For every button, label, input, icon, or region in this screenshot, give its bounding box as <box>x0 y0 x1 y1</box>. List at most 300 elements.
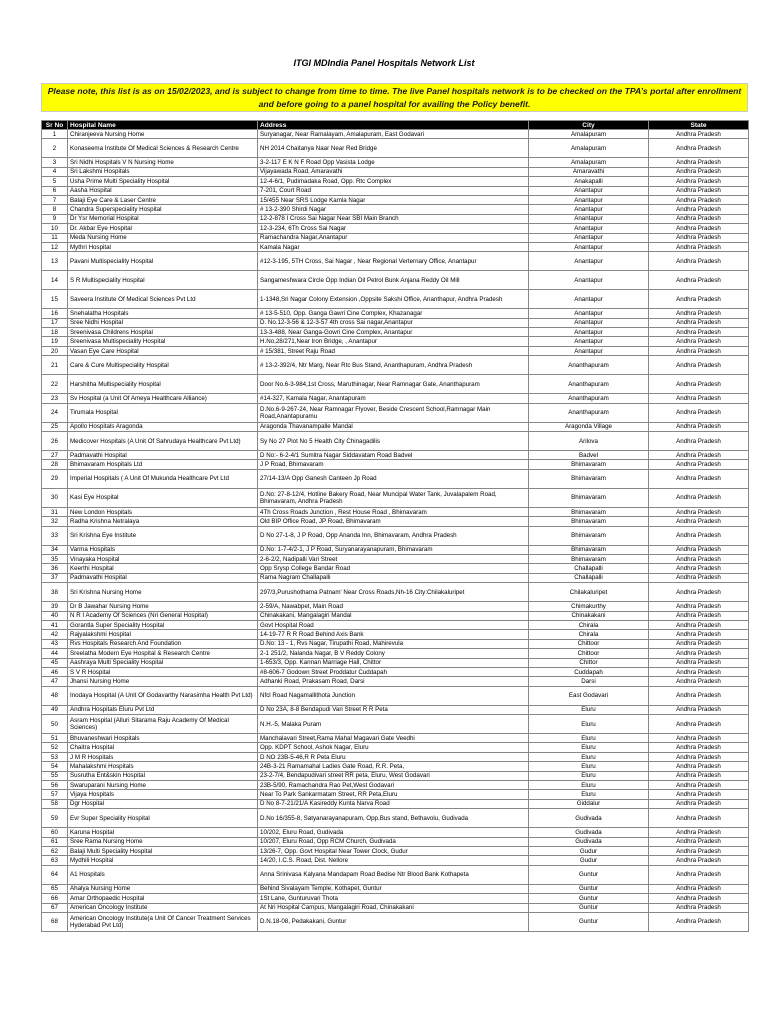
cell-city: Amalapuram <box>529 139 649 158</box>
table-row <box>42 894 749 903</box>
table-row <box>42 469 749 488</box>
cell-sr-no: 52 <box>42 743 68 752</box>
cell-city: Anantapur <box>529 290 649 309</box>
table-row <box>42 649 749 658</box>
cell-address: 12-4-6/1, Pudimadaka Road, Opp. Rtc Complex <box>258 177 529 186</box>
cell-sr-no: 42 <box>42 630 68 639</box>
cell-city: Gudivada <box>529 809 649 828</box>
cell-state: Andhra Pradesh <box>649 130 749 139</box>
table-row <box>42 346 749 355</box>
cell-hospital-name: Saveera Institute Of Medical Sciences Pvt Ltd <box>68 290 258 309</box>
cell-sr-no: 32 <box>42 517 68 526</box>
cell-address: # 13-2-390 Shirdi Nagar <box>258 205 529 214</box>
cell-sr-no: 3 <box>42 158 68 167</box>
cell-hospital-name: Harshitha Multispeciality Hospital <box>68 375 258 394</box>
cell-state: Andhra Pradesh <box>649 611 749 620</box>
cell-address: 297/3,Purushothama Patnam' Near Cross Roads,Nh-16 City:Chilakaluripet <box>258 583 529 602</box>
cell-city: Bhimavaram <box>529 507 649 516</box>
cell-state: Andhra Pradesh <box>649 620 749 629</box>
cell-city: Darsi <box>529 677 649 686</box>
cell-address: J P Road, Bhimavaram <box>258 460 529 469</box>
cell-hospital-name: Asram Hospital (Alluri Sitarama Raju Academy Of Medical Sciences) <box>68 715 258 734</box>
cell-city: Eluru <box>529 781 649 790</box>
cell-sr-no: 33 <box>42 526 68 545</box>
cell-hospital-name: Rajyalakshmi Hospital <box>68 630 258 639</box>
cell-hospital-name: Sri Krishna Eye Institute <box>68 526 258 545</box>
cell-address: 24B-3-21 Ramamahal Ladies Gate Road, R.R. Peta, <box>258 762 529 771</box>
cell-city: Bhimavaram <box>529 460 649 469</box>
cell-sr-no: 18 <box>42 328 68 337</box>
cell-city: Anantapur <box>529 233 649 242</box>
cell-city: Gudivada <box>529 828 649 837</box>
cell-hospital-name: Medicover Hospitals (A Unit Of Sahrudaya Healthcare Pvt Ltd) <box>68 432 258 451</box>
cell-sr-no: 23 <box>42 394 68 403</box>
cell-hospital-name: Amar Orthopaedic Hospital <box>68 894 258 903</box>
cell-hospital-name: Sreenivasa Multispeciality Hospital <box>68 337 258 346</box>
cell-address: Govt Hospital Road <box>258 620 529 629</box>
cell-state: Andhra Pradesh <box>649 639 749 648</box>
cell-city: Anantapur <box>529 252 649 271</box>
table-row <box>42 743 749 752</box>
cell-sr-no: 46 <box>42 667 68 676</box>
cell-address: 2-59/A, Nawabpet, Main Road <box>258 602 529 611</box>
cell-sr-no: 66 <box>42 894 68 903</box>
col-header-city: City <box>529 121 649 130</box>
table-row <box>42 912 749 931</box>
cell-hospital-name: Sreenivasa Childrens Hospital <box>68 328 258 337</box>
cell-hospital-name: Andhra Hospitals Eluru Pvt Ltd <box>68 705 258 714</box>
cell-sr-no: 20 <box>42 346 68 355</box>
cell-sr-no: 27 <box>42 451 68 460</box>
table-row <box>42 290 749 309</box>
cell-city: Bhimavaram <box>529 554 649 563</box>
cell-sr-no: 16 <box>42 309 68 318</box>
cell-sr-no: 14 <box>42 271 68 290</box>
table-row <box>42 545 749 554</box>
cell-address: Near To Park Sankarmatam Street, RR Peta,Eluru <box>258 790 529 799</box>
cell-address: Aragonda Thavanampalle Mandal <box>258 422 529 431</box>
cell-sr-no: 8 <box>42 205 68 214</box>
cell-sr-no: 65 <box>42 884 68 893</box>
cell-address: Manchalavari Street,Rama Mahal Magavari Gate Veedhi <box>258 734 529 743</box>
cell-city: Anantapur <box>529 318 649 327</box>
cell-state: Andhra Pradesh <box>649 252 749 271</box>
table-row <box>42 620 749 629</box>
table-row <box>42 554 749 563</box>
table-row <box>42 460 749 469</box>
cell-hospital-name: Swaruparani Nursing Home <box>68 781 258 790</box>
cell-state: Andhra Pradesh <box>649 337 749 346</box>
cell-city: Ananthapuram <box>529 375 649 394</box>
cell-sr-no: 62 <box>42 846 68 855</box>
cell-address: 14-19-77 R R Road Behind Axis Bank <box>258 630 529 639</box>
cell-address: 10/207, Eluru Road, Opp RCM Church, Gudivada <box>258 837 529 846</box>
col-header-state: State <box>649 121 749 130</box>
cell-state: Andhra Pradesh <box>649 517 749 526</box>
cell-hospital-name: Inodaya Hospital (A Unit Of Godavarthy Narasimha Health Pvt Ltd) <box>68 686 258 705</box>
table-row <box>42 271 749 290</box>
cell-sr-no: 15 <box>42 290 68 309</box>
cell-address: 12-2-878 I Cross Sai Nagar Near SBI Main Branch <box>258 214 529 223</box>
cell-hospital-name: Usha Prime Multi Speciality Hospital <box>68 177 258 186</box>
cell-state: Andhra Pradesh <box>649 158 749 167</box>
cell-hospital-name: Pavani Multispeciality Hospital <box>68 252 258 271</box>
cell-sr-no: 67 <box>42 903 68 912</box>
cell-address: 3-2-117 E K N F Road Opp Vasista Lodge <box>258 158 529 167</box>
cell-sr-no: 12 <box>42 242 68 251</box>
cell-state: Andhra Pradesh <box>649 658 749 667</box>
cell-address: 1St Lane, Gunturuvari Thota <box>258 894 529 903</box>
cell-state: Andhra Pradesh <box>649 469 749 488</box>
table-row <box>42 734 749 743</box>
table-row <box>42 752 749 761</box>
cell-state: Andhra Pradesh <box>649 781 749 790</box>
cell-sr-no: 54 <box>42 762 68 771</box>
cell-address: Anna Srinivasa Kalyana Mandapam Road Bedise Ntr Blood Bank Kothapeta <box>258 865 529 884</box>
cell-city: Chimakurthy <box>529 602 649 611</box>
cell-sr-no: 30 <box>42 488 68 507</box>
cell-state: Andhra Pradesh <box>649 554 749 563</box>
cell-address: 12-3-234, 6Th Cross Sai Nagar <box>258 224 529 233</box>
cell-address: D No 8-7-21/21/A Kasireddy Kunta Narva Road <box>258 799 529 808</box>
cell-address: Kamala Nagar <box>258 242 529 251</box>
cell-address: #8-606-7 Godown Street Proddatur Cuddapah <box>258 667 529 676</box>
cell-address: Sangameshwara Circle Opp Indian Oil Petrol Bunk Anjana Reddy Oil Mill <box>258 271 529 290</box>
cell-hospital-name: Aasha Hospital <box>68 186 258 195</box>
cell-address: At Nri Hospital Campus, Mangalagiri Road, Chinakakani <box>258 903 529 912</box>
cell-city: Guntur <box>529 894 649 903</box>
cell-city: Anantapur <box>529 346 649 355</box>
cell-city: Eluru <box>529 715 649 734</box>
cell-sr-no: 13 <box>42 252 68 271</box>
table-row <box>42 158 749 167</box>
cell-hospital-name: A1 Hospitals <box>68 865 258 884</box>
table-row <box>42 507 749 516</box>
cell-address: Behind Sivalayam Temple, Kothapet, Guntur <box>258 884 529 893</box>
cell-hospital-name: Evr Super Speciality Hospital <box>68 809 258 828</box>
cell-state: Andhra Pradesh <box>649 667 749 676</box>
cell-address: # 13-2-392/4, Ntr Marg, Near Rtc Bus Stand, Ananthapuram, Andhra Pradesh <box>258 356 529 375</box>
cell-sr-no: 17 <box>42 318 68 327</box>
cell-hospital-name: Sreelatha Modern Eye Hospital & Research Centre <box>68 649 258 658</box>
table-row <box>42 422 749 431</box>
cell-state: Andhra Pradesh <box>649 460 749 469</box>
cell-city: Anantapur <box>529 224 649 233</box>
cell-address: Old BIP Office Road, JP Road, Bhimavaram <box>258 517 529 526</box>
table-row <box>42 809 749 828</box>
cell-sr-no: 29 <box>42 469 68 488</box>
cell-hospital-name: Sv Hospital (a Unit Of Ameya Healthcare Alliance) <box>68 394 258 403</box>
cell-address: Suryanagar, Near Ramalayam, Amalapuram, East Godavari <box>258 130 529 139</box>
cell-state: Andhra Pradesh <box>649 356 749 375</box>
cell-sr-no: 2 <box>42 139 68 158</box>
table-row <box>42 517 749 526</box>
cell-address: D.No.6-9-267-24, Near Ramnagar Flyover, Beside Crescent School,Ramnagar Main Road,Anantapuramu <box>258 403 529 422</box>
cell-hospital-name: Padmavathi Hospital <box>68 573 258 582</box>
cell-sr-no: 61 <box>42 837 68 846</box>
cell-address: 2-6-2/2, Nadipalli Vari Street <box>258 554 529 563</box>
cell-state: Andhra Pradesh <box>649 649 749 658</box>
table-row <box>42 715 749 734</box>
cell-state: Andhra Pradesh <box>649 705 749 714</box>
cell-hospital-name: Sri Krishna Nursing Home <box>68 583 258 602</box>
table-row <box>42 186 749 195</box>
cell-sr-no: 37 <box>42 573 68 582</box>
cell-city: Eluru <box>529 734 649 743</box>
cell-state: Andhra Pradesh <box>649 564 749 573</box>
cell-city: Anantapur <box>529 328 649 337</box>
cell-state: Andhra Pradesh <box>649 752 749 761</box>
hospital-table <box>41 120 749 932</box>
cell-hospital-name: Balaji Multi Speciality Hospital <box>68 846 258 855</box>
table-row <box>42 214 749 223</box>
cell-address: Adhanki Road, Prakasam Road, Darsi <box>258 677 529 686</box>
table-row <box>42 846 749 855</box>
cell-sr-no: 55 <box>42 771 68 780</box>
cell-hospital-name: Bhuvaneshwari Hospitals <box>68 734 258 743</box>
cell-hospital-name: Ahalya Nursing Home <box>68 884 258 893</box>
cell-state: Andhra Pradesh <box>649 686 749 705</box>
cell-hospital-name: Vijaya Hospitals <box>68 790 258 799</box>
cell-hospital-name: S V R Hospital <box>68 667 258 676</box>
cell-city: Chilakaluripet <box>529 583 649 602</box>
table-row <box>42 799 749 808</box>
cell-state: Andhra Pradesh <box>649 214 749 223</box>
table-row <box>42 526 749 545</box>
cell-city: Bhimavaram <box>529 488 649 507</box>
table-row <box>42 884 749 893</box>
cell-sr-no: 41 <box>42 620 68 629</box>
col-header-sr-no: Sr No <box>42 121 68 130</box>
cell-address: Rama Nagram Challapalli <box>258 573 529 582</box>
cell-city: Guntur <box>529 865 649 884</box>
cell-sr-no: 5 <box>42 177 68 186</box>
cell-sr-no: 19 <box>42 337 68 346</box>
cell-sr-no: 31 <box>42 507 68 516</box>
cell-state: Andhra Pradesh <box>649 271 749 290</box>
table-row <box>42 686 749 705</box>
cell-city: Arilova <box>529 432 649 451</box>
table-row <box>42 403 749 422</box>
table-row <box>42 771 749 780</box>
cell-address: 2-1 251/2, Nalanda Nagar, B V Reddy Colony <box>258 649 529 658</box>
cell-hospital-name: Radha Krishna Netralaya <box>68 517 258 526</box>
cell-hospital-name: S R Multispeciality Hospital <box>68 271 258 290</box>
cell-address: D No 23A, 8-8 Bendapudi Vari Street R R Peta <box>258 705 529 714</box>
cell-state: Andhra Pradesh <box>649 403 749 422</box>
cell-address: D No 27-1-8, J P Road, Opp Ananda Inn, Bhimavaram, Andhra Pradesh <box>258 526 529 545</box>
cell-state: Andhra Pradesh <box>649 195 749 204</box>
cell-city: Guntur <box>529 884 649 893</box>
table-row <box>42 432 749 451</box>
table-row <box>42 564 749 573</box>
cell-state: Andhra Pradesh <box>649 734 749 743</box>
cell-state: Andhra Pradesh <box>649 771 749 780</box>
cell-address: D.No 16/355-8, Satyanarayanapuram, Opp.Bus stand, Bethavolu, Gudivada <box>258 809 529 828</box>
table-row <box>42 356 749 375</box>
cell-city: Guntur <box>529 912 649 931</box>
cell-sr-no: 24 <box>42 403 68 422</box>
cell-city: Challapalli <box>529 564 649 573</box>
cell-state: Andhra Pradesh <box>649 167 749 176</box>
table-row <box>42 705 749 714</box>
cell-state: Andhra Pradesh <box>649 233 749 242</box>
cell-state: Andhra Pradesh <box>649 912 749 931</box>
cell-hospital-name: Sri Nidhi Hospitals V N Nursing Home <box>68 158 258 167</box>
cell-city: Ananthapuram <box>529 356 649 375</box>
cell-state: Andhra Pradesh <box>649 242 749 251</box>
cell-address: D NO 23B-5-46,R R Peta Eluru <box>258 752 529 761</box>
cell-state: Andhra Pradesh <box>649 846 749 855</box>
cell-city: Anantapur <box>529 271 649 290</box>
cell-hospital-name: American Oncology Institute <box>68 903 258 912</box>
table-row <box>42 139 749 158</box>
table-row <box>42 195 749 204</box>
table-row <box>42 394 749 403</box>
cell-state: Andhra Pradesh <box>649 809 749 828</box>
cell-state: Andhra Pradesh <box>649 186 749 195</box>
cell-hospital-name: Bhimavaram Hospitals Ltd <box>68 460 258 469</box>
table-row <box>42 205 749 214</box>
cell-city: Anantapur <box>529 309 649 318</box>
cell-city: Giddalur <box>529 799 649 808</box>
cell-hospital-name: Karuna Hospital <box>68 828 258 837</box>
cell-city: Eluru <box>529 705 649 714</box>
cell-state: Andhra Pradesh <box>649 715 749 734</box>
table-row <box>42 233 749 242</box>
cell-city: Anantapur <box>529 195 649 204</box>
cell-sr-no: 36 <box>42 564 68 573</box>
cell-address: Vijayawada Road, Amaravathi <box>258 167 529 176</box>
cell-sr-no: 26 <box>42 432 68 451</box>
cell-state: Andhra Pradesh <box>649 328 749 337</box>
cell-address: D. No.12-3-56 & 12-3-57 4th cross Sai nagar,Anantapur <box>258 318 529 327</box>
cell-hospital-name: Apollo Hospitals Aragonda <box>68 422 258 431</box>
cell-state: Andhra Pradesh <box>649 828 749 837</box>
cell-address: Opp. KDPT School, Ashok Nagar, Eluru <box>258 743 529 752</box>
table-row <box>42 856 749 865</box>
cell-city: Amalapuram <box>529 158 649 167</box>
cell-hospital-name: American Oncology Institute(a Unit Of Cancer Treatment Services Hyderabad Pvt Ltd) <box>68 912 258 931</box>
cell-address: Sy No 27 Plot No 5 Health City Chinagadilis <box>258 432 529 451</box>
table-row <box>42 828 749 837</box>
cell-city: Bhimavaram <box>529 545 649 554</box>
table-row <box>42 781 749 790</box>
cell-city: Anantapur <box>529 242 649 251</box>
cell-sr-no: 22 <box>42 375 68 394</box>
cell-hospital-name: Jhansi Nursing Home <box>68 677 258 686</box>
table-row <box>42 167 749 176</box>
cell-sr-no: 60 <box>42 828 68 837</box>
cell-hospital-name: Keerthi Hospital <box>68 564 258 573</box>
cell-hospital-name: Chandra Superspeciality Hospital <box>68 205 258 214</box>
table-row <box>42 224 749 233</box>
cell-sr-no: 47 <box>42 677 68 686</box>
cell-address: Opp Srysp College Bandar Road <box>258 564 529 573</box>
cell-city: Eluru <box>529 762 649 771</box>
cell-sr-no: 38 <box>42 583 68 602</box>
cell-state: Andhra Pradesh <box>649 375 749 394</box>
cell-state: Andhra Pradesh <box>649 205 749 214</box>
table-row <box>42 865 749 884</box>
cell-city: Cuddapah <box>529 667 649 676</box>
cell-sr-no: 68 <box>42 912 68 931</box>
cell-sr-no: 35 <box>42 554 68 563</box>
cell-address: 4Th Cross Roads Junction , Rest House Road , Bhimavaram <box>258 507 529 516</box>
table-row <box>42 177 749 186</box>
cell-city: Chirala <box>529 630 649 639</box>
cell-hospital-name: Kasi Eye Hospital <box>68 488 258 507</box>
cell-address: D.N.18-08, Pedakakani, Guntur <box>258 912 529 931</box>
cell-state: Andhra Pradesh <box>649 799 749 808</box>
cell-sr-no: 25 <box>42 422 68 431</box>
cell-state: Andhra Pradesh <box>649 139 749 158</box>
cell-city: Bhimavaram <box>529 526 649 545</box>
cell-hospital-name: Sri Lakshmi Hospitals <box>68 167 258 176</box>
cell-hospital-name: Varma Hospitals <box>68 545 258 554</box>
cell-city: Badvel <box>529 451 649 460</box>
cell-address: Chinakakani, Mangalagiri Mandal <box>258 611 529 620</box>
table-row <box>42 583 749 602</box>
cell-address: Ramachandra Nagar,Anantapur <box>258 233 529 242</box>
cell-city: Eluru <box>529 771 649 780</box>
cell-state: Andhra Pradesh <box>649 507 749 516</box>
cell-address: # 13-5-510, Opp. Ganga Gawri Cine Complex, Khazanagar <box>258 309 529 318</box>
cell-state: Andhra Pradesh <box>649 677 749 686</box>
cell-address: 23B-5/90, Ramachandra Rao Pet,West Godavari <box>258 781 529 790</box>
cell-city: Amalapuram <box>529 130 649 139</box>
cell-sr-no: 9 <box>42 214 68 223</box>
cell-hospital-name: Dgr Hospital <box>68 799 258 808</box>
cell-city: Aragonda Village <box>529 422 649 431</box>
cell-city: Eluru <box>529 752 649 761</box>
cell-state: Andhra Pradesh <box>649 884 749 893</box>
cell-sr-no: 48 <box>42 686 68 705</box>
cell-state: Andhra Pradesh <box>649 602 749 611</box>
cell-hospital-name: Sree Rama Nursing Home <box>68 837 258 846</box>
cell-city: Challapalli <box>529 573 649 582</box>
cell-hospital-name: Meda Nursing Home <box>68 233 258 242</box>
cell-city: Bhimavaram <box>529 469 649 488</box>
cell-hospital-name: New London Hospitals <box>68 507 258 516</box>
cell-hospital-name: Mythri Hospital <box>68 242 258 251</box>
cell-address: 10/202, Eluru Road, Gudivada <box>258 828 529 837</box>
table-row <box>42 328 749 337</box>
table-row <box>42 252 749 271</box>
cell-hospital-name: Balaji Eye Care & Laser Centre <box>68 195 258 204</box>
table-row <box>42 639 749 648</box>
table-body <box>42 130 749 932</box>
cell-city: Anantapur <box>529 337 649 346</box>
table-row <box>42 242 749 251</box>
cell-state: Andhra Pradesh <box>649 837 749 846</box>
cell-city: Chittor <box>529 658 649 667</box>
table-header-row <box>42 121 749 130</box>
cell-address: H.No,28/271,Near Iron Bridge, , Anantapur <box>258 337 529 346</box>
table-row <box>42 488 749 507</box>
cell-hospital-name: Mahalakshmi Hospitals <box>68 762 258 771</box>
cell-hospital-name: Konaseema Institute Of Medical Sciences & Research Centre <box>68 139 258 158</box>
cell-city: Amaravathi <box>529 167 649 176</box>
cell-state: Andhra Pradesh <box>649 894 749 903</box>
cell-state: Andhra Pradesh <box>649 422 749 431</box>
cell-address: D No:- 6-2-4/1 Sumitra Nagar Siddavatam Road Badvel <box>258 451 529 460</box>
cell-state: Andhra Pradesh <box>649 545 749 554</box>
cell-hospital-name: Snehalatha Hospitals <box>68 309 258 318</box>
cell-hospital-name: Vasan Eye Care Hospital <box>68 346 258 355</box>
cell-city: Anantapur <box>529 205 649 214</box>
cell-address: # 15/381, Street Raju Road <box>258 346 529 355</box>
